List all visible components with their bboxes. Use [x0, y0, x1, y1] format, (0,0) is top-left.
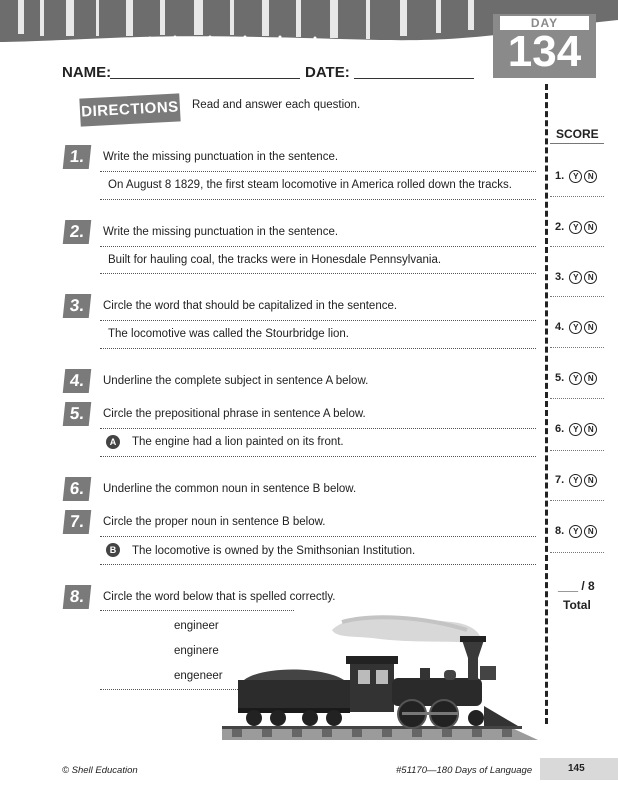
no-circle[interactable]: N	[584, 170, 597, 183]
dotted-rule	[100, 348, 536, 349]
score-divider	[545, 84, 548, 724]
score-item-5: 5. Y N	[555, 372, 597, 385]
directions-tag: DIRECTIONS	[79, 93, 180, 126]
score-item-8: 8. Y N	[555, 525, 597, 538]
score-separator	[550, 296, 604, 297]
score-separator	[550, 246, 604, 247]
yes-circle[interactable]: Y	[569, 170, 582, 183]
locomotive-illustration	[222, 600, 538, 750]
score-title: SCORE	[556, 127, 599, 141]
name-label: NAME:	[62, 64, 112, 81]
question-number-4: 4.	[63, 369, 92, 393]
question-sentence-3[interactable]: The locomotive was called the Stourbridge lion.	[108, 328, 349, 340]
no-circle[interactable]: N	[584, 271, 597, 284]
yes-circle[interactable]: Y	[569, 321, 582, 334]
choice-option[interactable]: enginere	[174, 645, 219, 657]
choice-option[interactable]: engeneer	[174, 670, 223, 682]
question-sentence-1[interactable]: On August 8 1829, the first steam locomotive in America rolled down the tracks.	[108, 179, 512, 191]
choice-option[interactable]: engineer	[174, 620, 219, 632]
yes-circle[interactable]: Y	[569, 423, 582, 436]
yes-circle[interactable]: Y	[569, 525, 582, 538]
score-title-rule	[550, 143, 604, 144]
yes-circle[interactable]: Y	[569, 221, 582, 234]
question-prompt-2: Write the missing punctuation in the sentence.	[103, 226, 339, 238]
score-item-1: 1. Y N	[555, 170, 597, 183]
question-number-7: 7.	[63, 510, 92, 534]
dotted-rule	[100, 320, 536, 321]
question-prompt-3: Circle the word that should be capitalized in the sentence.	[103, 300, 398, 312]
dotted-rule	[100, 564, 536, 565]
no-circle[interactable]: N	[584, 525, 597, 538]
sentence-b-marker: B	[106, 543, 120, 557]
dotted-rule	[100, 456, 536, 457]
score-total-label: Total	[563, 598, 591, 612]
question-prompt-6: Underline the common noun in sentence B below.	[103, 483, 357, 495]
day-number: 134	[507, 27, 582, 76]
yes-circle[interactable]: Y	[569, 474, 582, 487]
score-item-7: 7. Y N	[555, 474, 597, 487]
score-separator	[550, 196, 604, 197]
footer-product-code: #51170—180 Days of Language	[396, 765, 533, 776]
sentence-a[interactable]: The engine had a lion painted on its front.	[132, 436, 344, 448]
score-separator	[550, 552, 604, 553]
score-total-fraction[interactable]: ___ / 8	[558, 579, 595, 593]
no-circle[interactable]: N	[584, 372, 597, 385]
score-separator	[550, 398, 604, 399]
score-separator	[550, 347, 604, 348]
page-number: 145	[568, 763, 585, 774]
dotted-rule	[100, 273, 536, 274]
directions-text: Read and answer each question.	[192, 99, 361, 111]
question-number-3: 3.	[63, 294, 92, 318]
question-prompt-5: Circle the prepositional phrase in sentence A below.	[103, 408, 366, 420]
dotted-rule	[100, 246, 536, 247]
question-prompt-7: Circle the proper noun in sentence B below.	[103, 516, 326, 528]
date-label: DATE:	[305, 64, 350, 81]
footer-copyright: © Shell Education	[62, 765, 138, 776]
score-separator	[550, 500, 604, 501]
dotted-rule	[100, 428, 536, 429]
name-field[interactable]	[110, 78, 300, 79]
score-item-3: 3. Y N	[555, 271, 597, 284]
question-number-6: 6.	[63, 477, 92, 501]
dotted-rule	[100, 536, 536, 537]
question-prompt-8: Circle the word below that is spelled correctly.	[103, 591, 336, 603]
dotted-rule	[100, 171, 536, 172]
yes-circle[interactable]: Y	[569, 372, 582, 385]
question-number-1: 1.	[63, 145, 92, 169]
yes-circle[interactable]: Y	[569, 271, 582, 284]
question-sentence-2[interactable]: Built for hauling coal, the tracks were in Honesdale Pennsylvania.	[108, 254, 442, 266]
question-number-5: 5.	[63, 402, 92, 426]
date-field[interactable]	[354, 78, 474, 79]
day-label: DAY	[500, 16, 589, 30]
question-number-8: 8.	[63, 585, 92, 609]
dotted-rule	[100, 199, 536, 200]
score-item-2: 2. Y N	[555, 221, 597, 234]
score-item-6: 6. Y N	[555, 423, 597, 436]
no-circle[interactable]: N	[584, 321, 597, 334]
sentence-a-marker: A	[106, 435, 120, 449]
sentence-b[interactable]: The locomotive is owned by the Smithsonian Institution.	[132, 545, 416, 557]
question-prompt-1: Write the missing punctuation in the sentence.	[103, 151, 339, 163]
question-prompt-4: Underline the complete subject in sentence A below.	[103, 375, 369, 387]
score-separator	[550, 450, 604, 451]
no-circle[interactable]: N	[584, 221, 597, 234]
score-item-4: 4. Y N	[555, 321, 597, 334]
question-number-2: 2.	[63, 220, 92, 244]
no-circle[interactable]: N	[584, 474, 597, 487]
no-circle[interactable]: N	[584, 423, 597, 436]
